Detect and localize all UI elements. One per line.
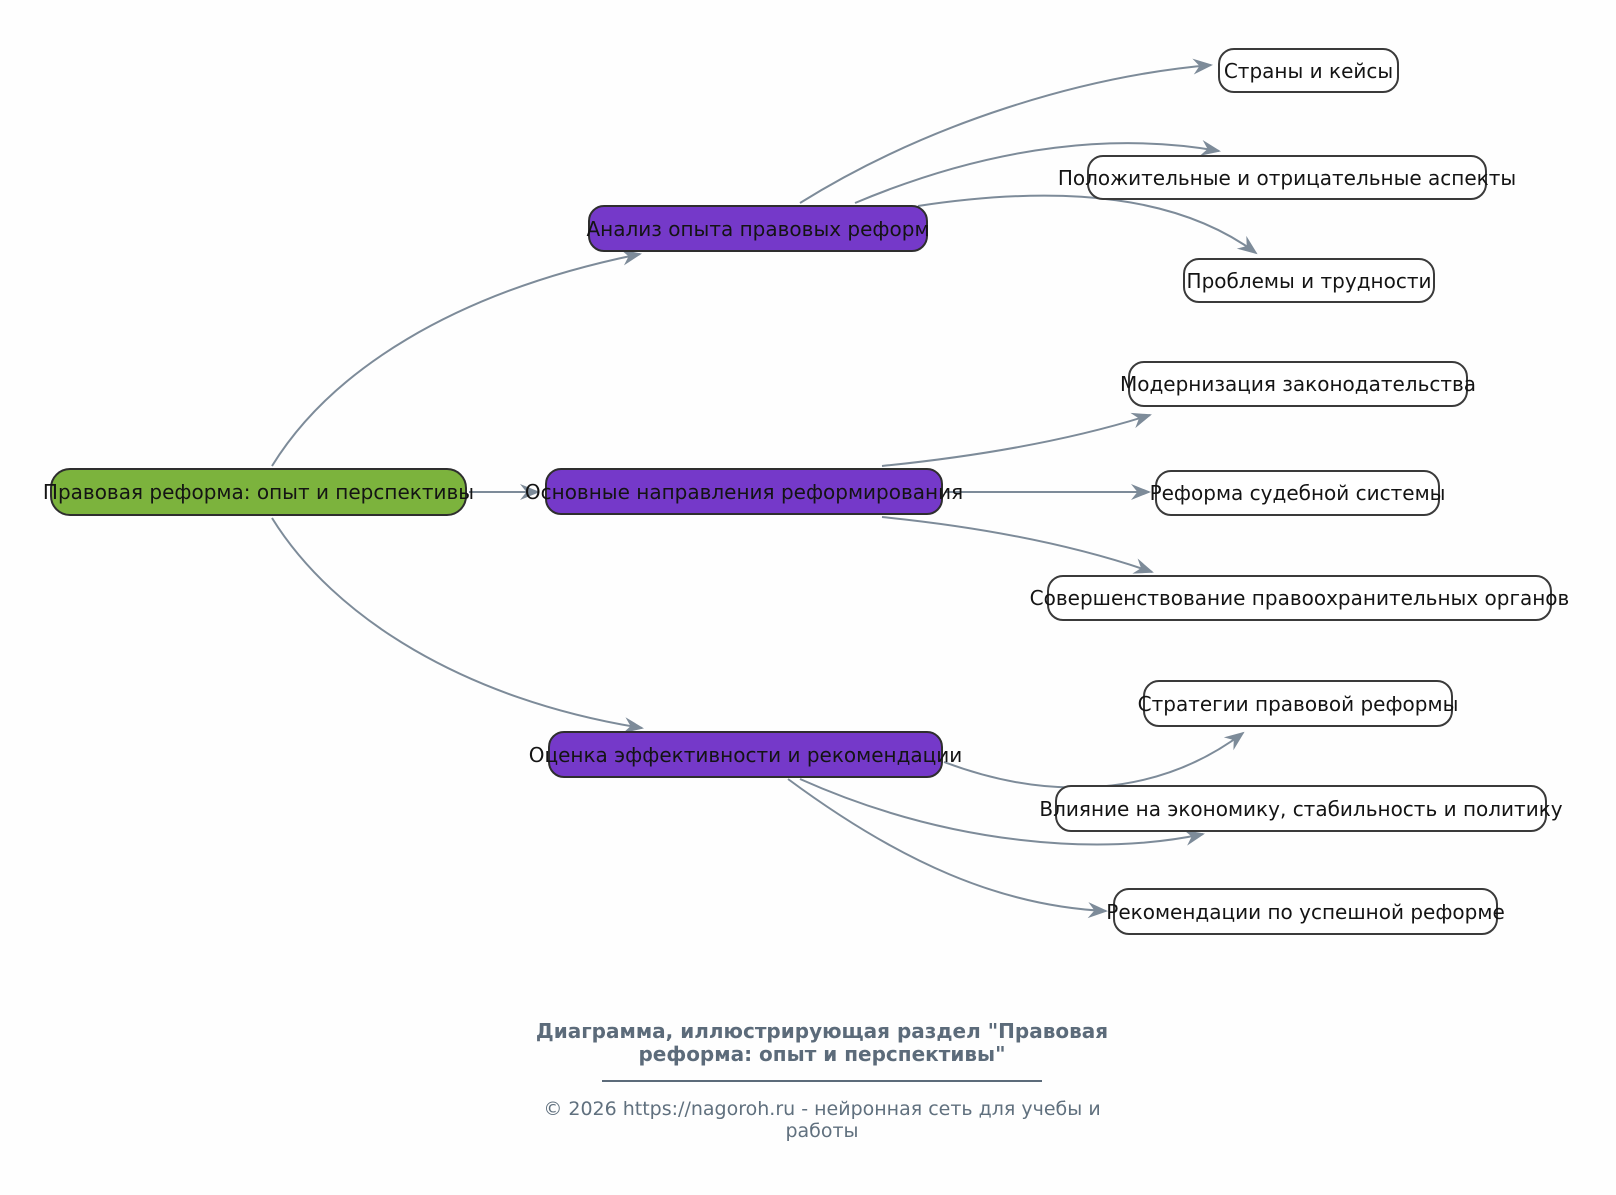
node-branch-directions: Основные направления реформирования	[545, 468, 943, 515]
edge-root-branch1	[272, 254, 640, 466]
footer-divider	[602, 1080, 1042, 1082]
node-leaf-positive-negative: Положительные и отрицательные аспекты	[1087, 155, 1487, 200]
node-leaf-judicial-reform: Реформа судебной системы	[1155, 470, 1440, 516]
edge-root-branch3	[272, 518, 642, 728]
caption-line-1: Диаграмма, иллюстрирующая раздел "Правовая	[535, 1019, 1109, 1043]
node-leaf-strategies: Стратегии правовой реформы	[1143, 680, 1453, 727]
edge-branch2-leaf1	[882, 415, 1150, 466]
node-branch-evaluation: Оценка эффективности и рекомендации	[548, 731, 943, 778]
node-leaf-impact: Влияние на экономику, стабильность и политику	[1055, 785, 1547, 832]
node-leaf-modernization: Модернизация законодательства	[1128, 361, 1468, 407]
node-branch-analysis: Анализ опыта правовых реформ	[588, 205, 928, 252]
node-root: Правовая реформа: опыт и перспективы	[50, 468, 467, 516]
node-leaf-problems: Проблемы и трудности	[1183, 258, 1435, 303]
copyright-text: © 2026 https://nagoroh.ru - нейронная сеть для учебы и работы	[543, 1098, 1101, 1142]
edge-branch1-leaf3	[918, 196, 1256, 253]
node-leaf-recommendations: Рекомендации по успешной реформе	[1113, 888, 1498, 935]
edge-branch2-leaf3	[882, 517, 1152, 572]
edge-branch3-leaf1	[944, 733, 1243, 788]
footer	[522, 1020, 1122, 1142]
node-leaf-law-enforcement: Совершенствование правоохранительных органов	[1047, 575, 1552, 621]
node-leaf-countries-cases: Страны и кейсы	[1218, 48, 1399, 93]
caption-line-2: реформа: опыт и перспективы"	[638, 1042, 1006, 1066]
